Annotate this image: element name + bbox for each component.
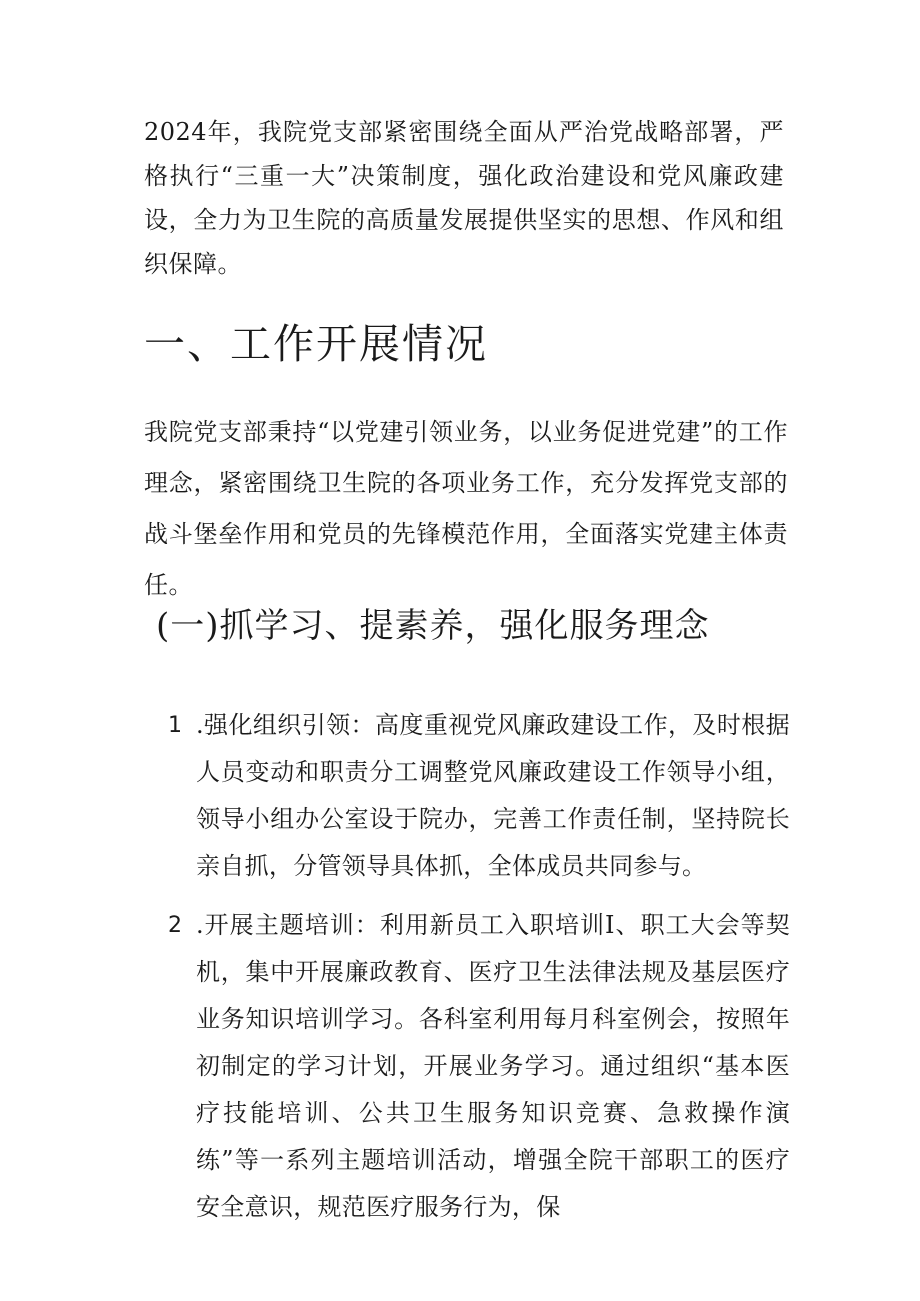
intro-paragraph: 2024年，我院党支部紧密围绕全面从严治党战略部署，严格执行“三重一大”决策制度，强化政治建设和党风廉政建设，全力为卫生院的高质量发展提供坚实的思想、作风和组织保障。 [144,118,784,278]
section-paragraph: 我院党支部秉持“以党建引领业务，以业务促进党建”的工作理念，紧密围绕卫生院的各项业务工作，充分发挥党支部的战斗堡垒作用和党员的先锋模范作用，全面落实党建主体责任。 [144,418,788,599]
subsection-heading: (一)抓学习、提素养，强化服务理念 [156,606,710,646]
list-item-text: .强化组织引领：高度重视党风廉政建设工作，及时根据人员变动和职责分工调整党风廉政建设工作领导小组，领导小组办公室设于院办，完善工作责任制，坚持院长亲自抓，分管领导具体抓，全体成员共同参与。 [196,711,790,880]
list-item-number: 1 [168,713,183,738]
list-item [168,901,790,1231]
section-heading: 一、工作开展情况 [144,320,488,368]
list-item [168,701,790,890]
list-item-number: 2 [168,913,183,938]
list-item-text: .开展主题培训：利用新员工入职培训I、职工大会等契机，集中开展廉政教育、医疗卫生法律法规及基层医疗业务知识培训学习。各科室利用每月科室例会，按照年初制定的学习计划，开展业务学习。通过组织“基本医疗技能培训、公共卫生服务知识竞赛、急救操作演练”等一系列主题培训活动，增强全院干部职工的医疗安全意识，规范医疗服务行为，保 [196,911,790,1221]
